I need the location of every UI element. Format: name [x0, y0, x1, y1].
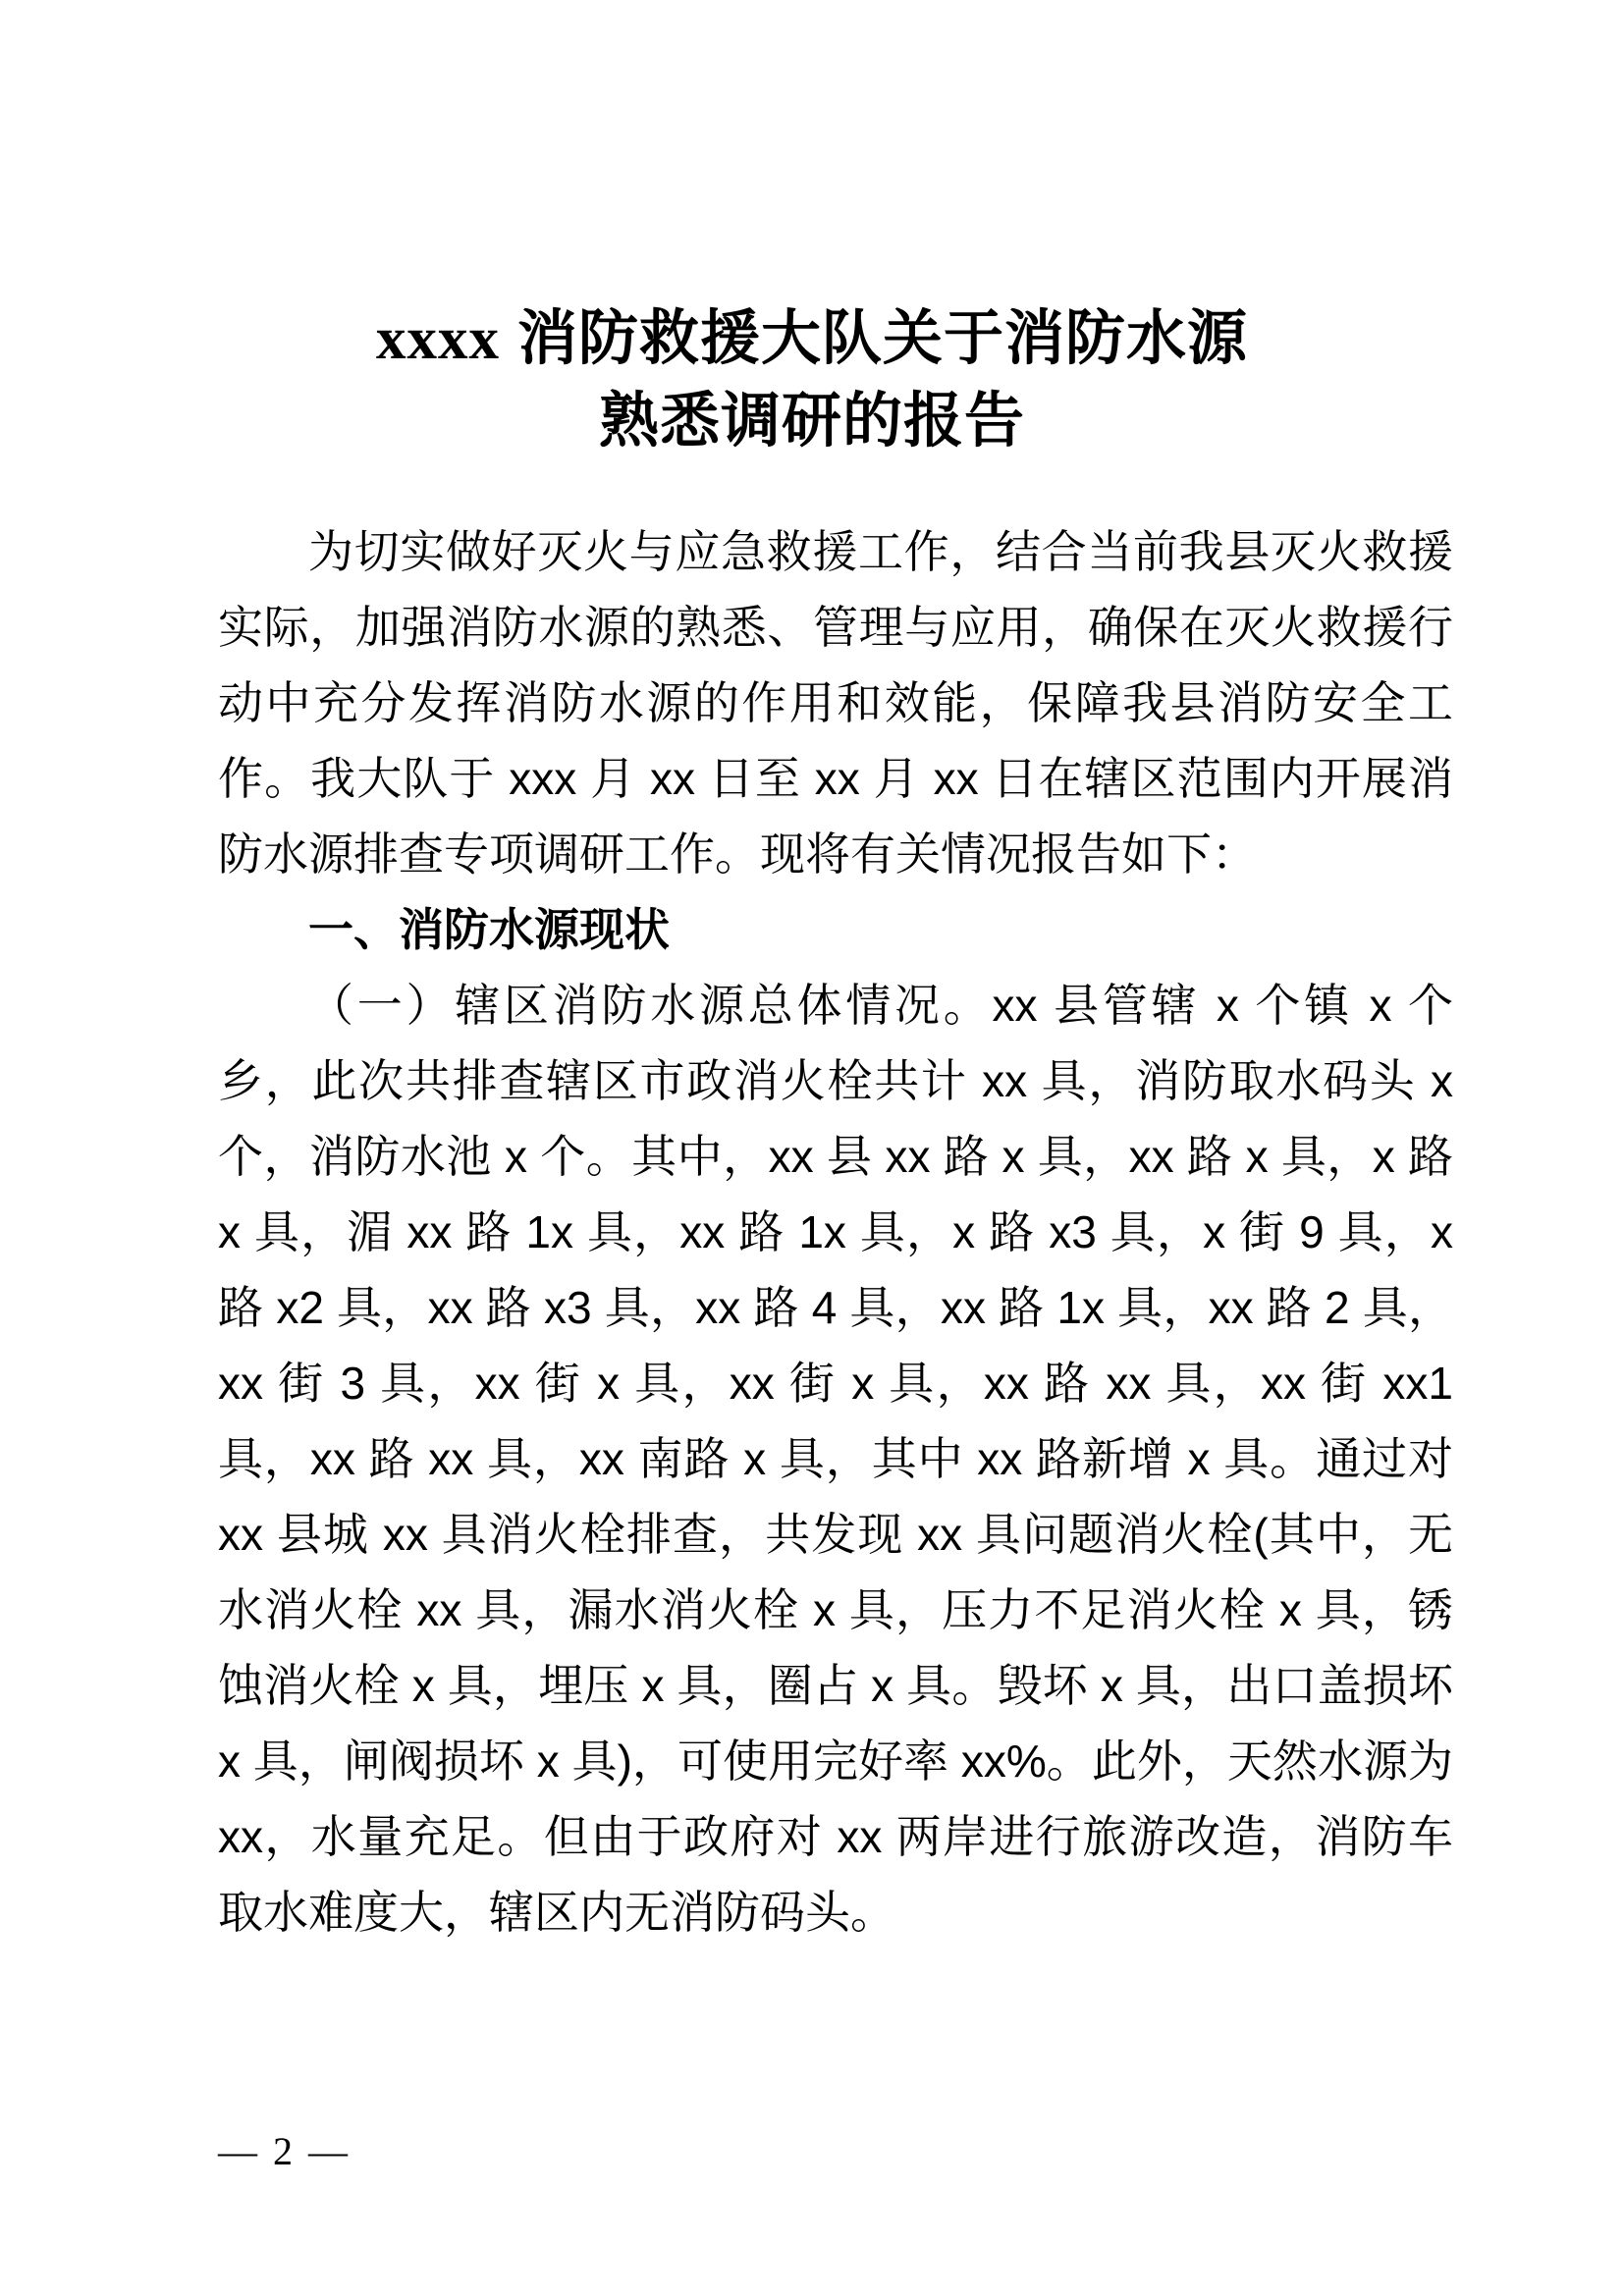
title-line-1 [194, 297, 1430, 380]
title-line-2: 熟悉调研的报告 [598, 387, 1025, 454]
title-line-1-text: 消防救援大队关于消防水源 [500, 304, 1248, 371]
title-prefix: xxxx [376, 306, 501, 372]
document-title [194, 297, 1430, 460]
page-number: — 2 — [218, 2129, 351, 2173]
section-1-1-paragraph: （一）辖区消防水源总体情况。xx 县管辖 x 个镇 x 个乡，此次共排查辖区市政消火栓共计 xx 具，消防取水码头 x 个，消防水池 x 个。其中，xx 县 xx 路 x 具，xx 路 x 具，x 路 x 具，湄 xx 路 1x 具，xx 路 1x 具，x 路 x3 具，x 街 9 具，x 路 x2 具，xx 路 x3 具，xx 路 4 具，xx 路 1x 具，xx 路 2 具，xx 街 3 具，xx 街 x 具，xx 街 x 具，xx 路 xx 具，xx 街 xx1 具，xx 路 xx 具，xx 南路 x 具，其中 xx 路新增 x 具。通过对 xx 县城 xx 具消火栓排查，共发现 xx 具问题消火栓(其中，无水消火栓 xx 具，漏水消火栓 x 具，压力不足消火栓 x 具，锈蚀消火栓 x 具，埋压 x 具，圈占 x 具。毁坏 x 具，出口盖损坏 x 具，闸阀损坏 x 具)，可使用完好率 xx%。此外，天然水源为 xx，水量充足。但由于政府对 xx 两岸进行旅游改造，消防车取水难度大，辖区内无消防码头。 [218, 980, 1453, 1938]
intro-paragraph: 为切实做好灭火与应急救援工作，结合当前我县灭火救援实际，加强消防水源的熟悉、管理与应用，确保在灭火救援行动中充分发挥消防水源的作用和效能，保障我县消防安全工作。我大队于 xxx 月 xx 日至 xx 月 xx 日在辖区范围内开展消防水源排查专项调研工作。现将有关情况报告如下： [218, 526, 1453, 880]
section-1-heading: 一、消防水源现状 [308, 904, 670, 955]
document-body [218, 514, 1453, 1950]
